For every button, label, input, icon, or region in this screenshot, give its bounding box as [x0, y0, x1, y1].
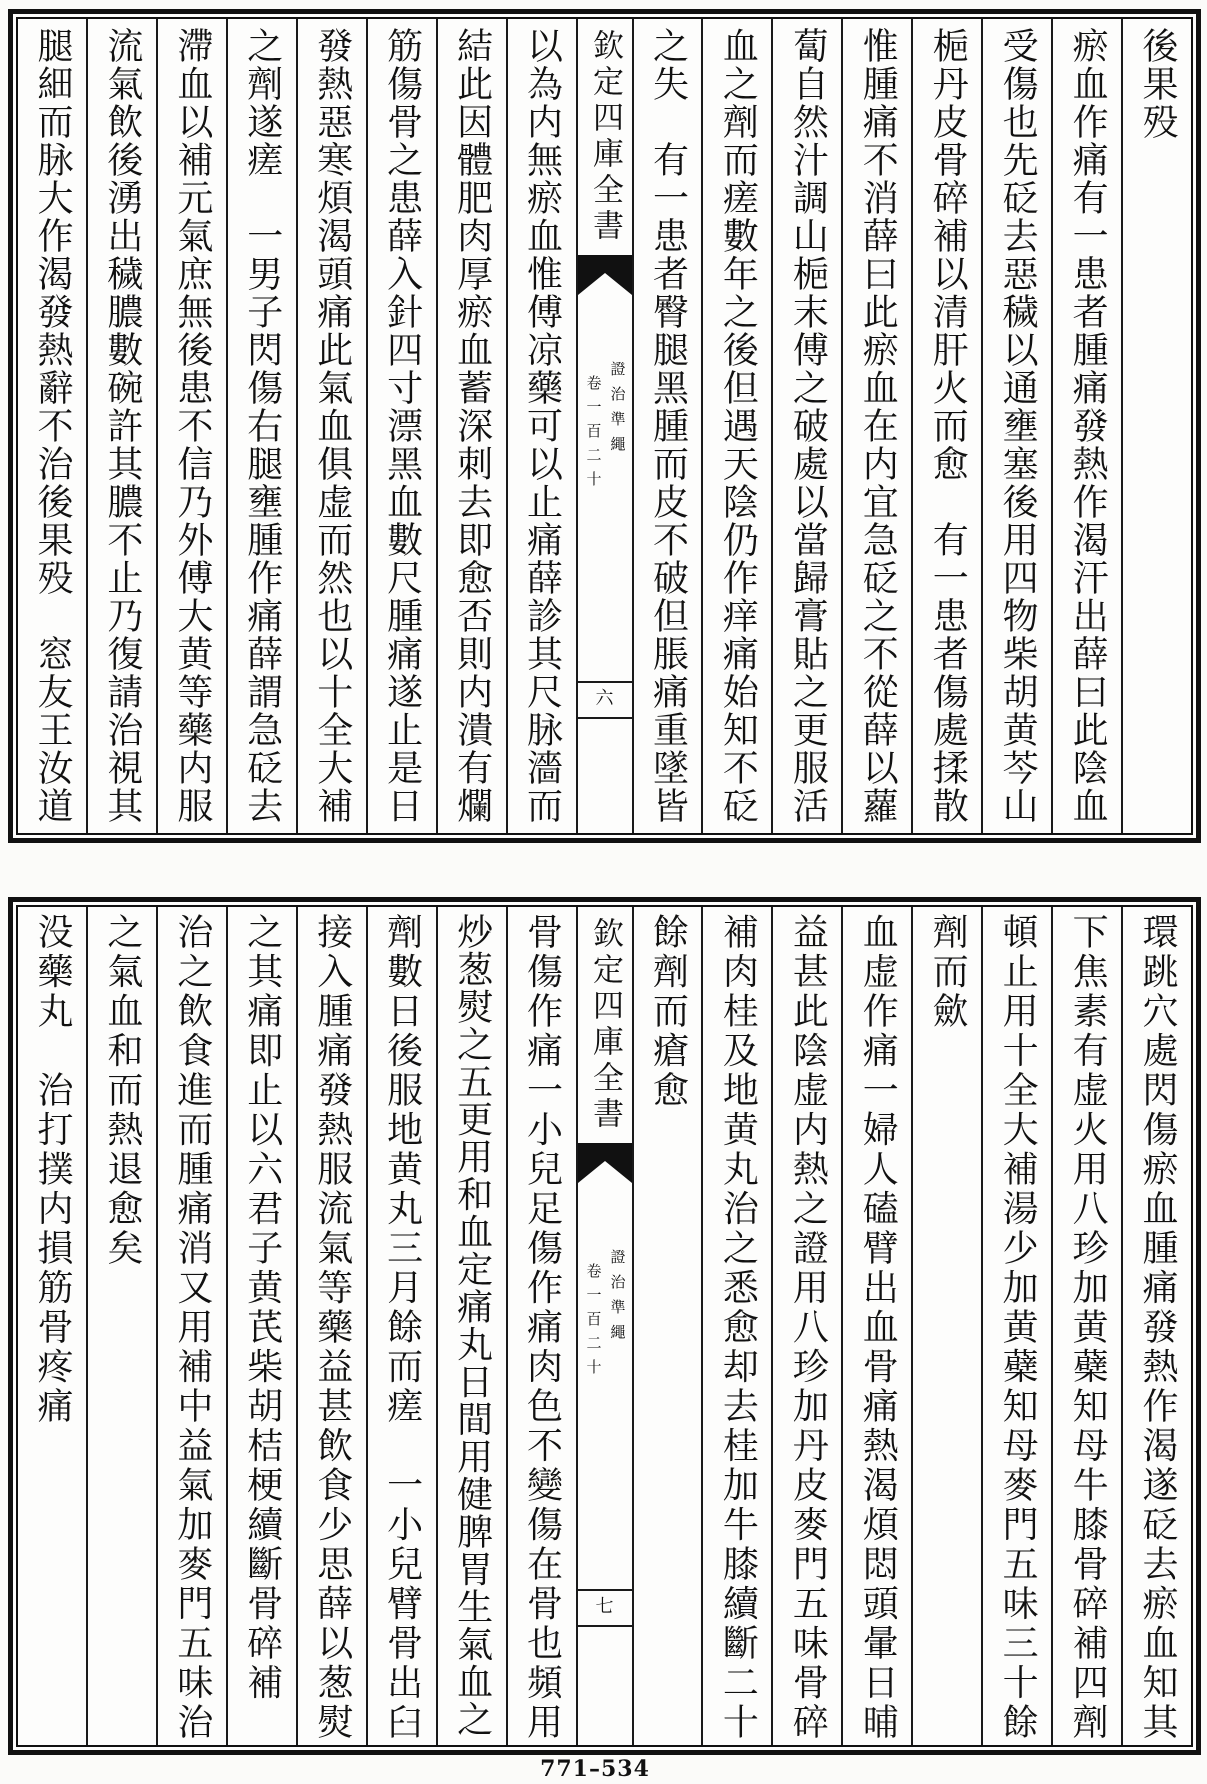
text-column [18, 19, 86, 833]
column-text: 血之劑而瘥數年之後但遇天陰仍作痒痛始知不砭 [717, 27, 759, 825]
banner-title: 欽定四庫全書 [587, 29, 623, 245]
column-text: 以為内無瘀血惟傅凉藥可以止痛薛診其尺脉濇而 [521, 27, 563, 825]
page-panel-bottom [8, 897, 1201, 1755]
text-column [632, 19, 702, 833]
column-text: 之其痛即止以六君子黄芪柴胡桔梗續斷骨碎補 [241, 913, 283, 1703]
text-column [226, 907, 296, 1745]
column-text: 筋傷骨之患薛入針四寸漂黑血數尺腫痛遂止是日 [381, 27, 423, 825]
banner-rule [578, 717, 632, 719]
column-text: 骨傷作痛一小兒足傷作痛肉色不變傷在骨也頻用 [521, 913, 563, 1743]
fish-tail-ornament [578, 255, 632, 295]
text-column [296, 19, 366, 833]
column-text: 餘劑而瘡愈 [647, 913, 689, 1111]
text-column [981, 907, 1051, 1745]
text-column [841, 907, 911, 1745]
column-text: 流氣飲後湧出穢膿數碗許其膿不止乃復請治視其 [101, 27, 143, 825]
text-column [1051, 907, 1121, 1745]
text-frame [16, 905, 1193, 1747]
text-column [366, 19, 436, 833]
center-banner [576, 907, 632, 1745]
banner-folio-number: 七 [595, 1596, 614, 1617]
page-panel-top [8, 9, 1201, 843]
column-text: 益甚此陰虚内熱之證用八珍加丹皮麥門五味骨碎 [787, 913, 829, 1743]
text-column [86, 19, 156, 833]
text-column [506, 907, 576, 1745]
text-column [981, 19, 1051, 833]
column-text: 惟腫痛不消薛曰此瘀血在内宜急砭之不從薛以蘿 [857, 27, 899, 825]
text-column [701, 19, 771, 833]
banner-rule [578, 1625, 632, 1627]
text-column [506, 19, 576, 833]
text-column [911, 19, 981, 833]
column-text: 炒葱熨之五更用和血定痛丸日間用健脾胃生氣血之 [451, 913, 493, 1738]
column-text: 發熱惡寒煩渴頭痛此氣血俱虚而然也以十全大補 [311, 27, 353, 825]
text-column [366, 907, 436, 1745]
text-column [701, 907, 771, 1745]
column-text: 没藥丸 治打撲内損筋骨疼痛 [31, 913, 73, 1427]
text-column [86, 907, 156, 1745]
column-text: 結此因體肥肉厚瘀血蓄深刺去即愈否則内潰有爛 [451, 27, 493, 825]
banner-folio-number: 六 [595, 688, 614, 709]
column-text: 之劑遂瘥 一男子閃傷右腿壅腫作痛薛謂急砭去 [241, 27, 283, 825]
column-text: 瘀血作痛有一患者腫痛發熱作渴汗出薛曰此陰血 [1067, 27, 1109, 825]
text-column [18, 907, 86, 1745]
text-column [1051, 19, 1121, 833]
banner-book-title: 證治準繩 [608, 1249, 627, 1349]
text-column [296, 907, 366, 1745]
column-text: 受傷也先砭去惡穢以通壅塞後用四物柴胡黄芩山 [997, 27, 1039, 825]
page-number: 771–534 [540, 1756, 650, 1782]
text-column [911, 907, 981, 1745]
banner-rule [578, 1589, 632, 1591]
column-text: 後果殁 [1137, 27, 1179, 141]
text-column [436, 19, 506, 833]
banner-volume: 卷一百二十 [584, 1263, 603, 1383]
text-column [841, 19, 911, 833]
text-column [156, 907, 226, 1745]
column-text: 頓止用十全大補湯少加黄蘗知母麥門五味三十餘 [997, 913, 1039, 1743]
banner-book-title: 證治準繩 [608, 361, 627, 461]
text-column [436, 907, 506, 1745]
column-text: 補肉桂及地黄丸治之悉愈却去桂加牛膝續斷二十 [717, 913, 759, 1743]
column-text: 血虚作痛一婦人磕臂出血骨痛熱渴煩悶頭暈日晡 [857, 913, 899, 1743]
text-column [226, 19, 296, 833]
column-text: 蔔自然汁調山梔末傅之破處以當歸膏貼之更服活 [787, 27, 829, 825]
column-text: 之失 有一患者臀腿黑腫而皮不破但脹痛重墜皆 [647, 27, 689, 825]
banner-volume: 卷一百二十 [584, 375, 603, 495]
text-column [1121, 907, 1191, 1745]
fish-tail-ornament [578, 1143, 632, 1183]
column-text: 梔丹皮骨碎補以清肝火而愈 有一患者傷處揉散 [927, 27, 969, 825]
text-column [771, 907, 841, 1745]
column-text: 治之飲食進而腫痛消又用補中益氣加麥門五味治 [171, 913, 213, 1743]
center-banner [576, 19, 632, 833]
banner-title: 欽定四庫全書 [587, 917, 623, 1133]
column-text: 滯血以補元氣庶無後患不信乃外傅大黄等藥内服 [171, 27, 213, 825]
column-text: 環跳穴處閃傷瘀血腫痛發熱作渴遂砭去瘀血知其 [1137, 913, 1179, 1743]
column-text: 劑而歛 [927, 913, 969, 1032]
column-text: 之氣血和而熱退愈矣 [101, 913, 143, 1269]
text-column [1121, 19, 1191, 833]
column-text: 接入腫痛發熱服流氣等藥益甚飲食少思薛以葱熨 [311, 913, 353, 1743]
column-text: 劑數日後服地黄丸三月餘而瘥 一小兒臂骨出臼 [381, 913, 423, 1743]
banner-rule [578, 681, 632, 683]
column-text: 腿細而脉大作渴發熱辭不治後果殁 窓友王汝道 [31, 27, 73, 825]
text-column [771, 19, 841, 833]
text-column [632, 907, 702, 1745]
column-text: 下焦素有虚火用八珍加黄蘗知母牛膝骨碎補四劑 [1067, 913, 1109, 1743]
text-frame [16, 17, 1193, 835]
text-column [156, 19, 226, 833]
